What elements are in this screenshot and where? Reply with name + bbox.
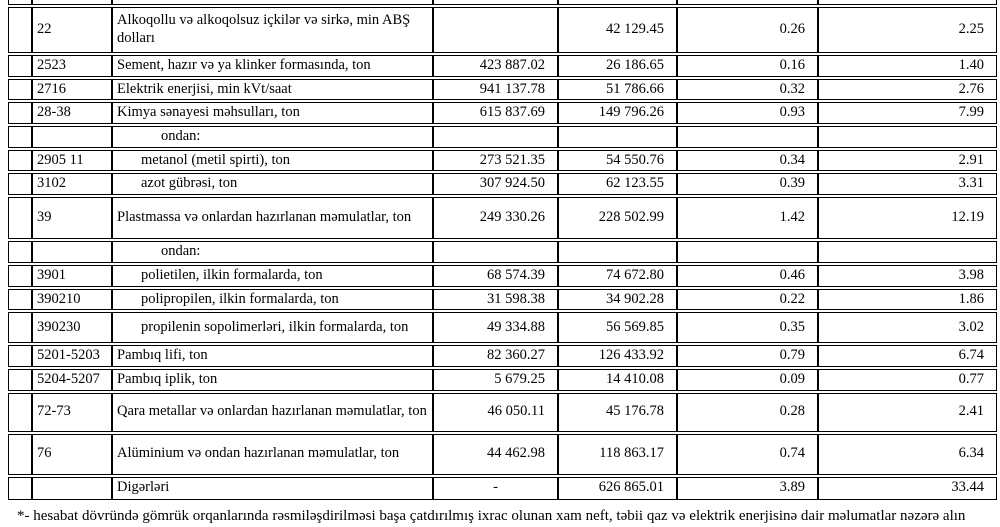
cell-value-3: 0.09	[677, 369, 818, 391]
cell-code: 3901	[32, 265, 112, 287]
cell-value-2: 74 672.80	[558, 265, 677, 287]
cell-name	[112, 0, 433, 5]
cell-value-1: 44 462.98	[433, 434, 558, 475]
cell-value-3	[677, 241, 818, 263]
cell-value-4: 7.99	[818, 102, 997, 124]
cell-code	[32, 0, 112, 5]
cell-value-2: 626 865.01	[558, 477, 677, 500]
table-row	[8, 197, 997, 239]
cell-code: 72-73	[32, 393, 112, 432]
cell-value-3: 0.79	[677, 345, 818, 367]
cell-value-3: 0.93	[677, 102, 818, 124]
cell-value-1	[433, 0, 558, 5]
cell-name: Qara metallar və onlardan hazırlanan məmulatlar, ton	[112, 393, 433, 432]
cell-value-4: 2.91	[818, 150, 997, 172]
table-row	[8, 369, 997, 391]
cell-code: 5204-5207	[32, 369, 112, 391]
cell-value-1: 307 924.50	[433, 173, 558, 195]
cell-spacer	[8, 79, 32, 101]
table-row	[8, 79, 997, 101]
cell-value-4: 6.34	[818, 434, 997, 475]
cell-spacer	[8, 173, 32, 195]
cell-code: 22	[32, 7, 112, 53]
cell-code: 2716	[32, 79, 112, 101]
cell-value-2: 42 129.45	[558, 7, 677, 53]
cell-name: metanol (metil spirti), ton	[112, 150, 433, 172]
cell-value-3: 1.42	[677, 197, 818, 239]
table-row	[8, 434, 997, 475]
cell-value-2: 14 410.08	[558, 369, 677, 391]
cell-value-2: 56 569.85	[558, 312, 677, 343]
cell-value-4: 3.31	[818, 173, 997, 195]
cell-value-3	[677, 126, 818, 148]
cell-name: ondan:	[112, 126, 433, 148]
cell-value-2: 118 863.17	[558, 434, 677, 475]
cell-value-2	[558, 126, 677, 148]
cell-value-4	[818, 126, 997, 148]
cell-value-2: 51 786.66	[558, 79, 677, 101]
cell-value-4: 0.77	[818, 369, 997, 391]
cell-value-1: 423 887.02	[433, 55, 558, 77]
cell-spacer	[8, 345, 32, 367]
cell-value-1: 273 521.35	[433, 150, 558, 172]
cell-value-2: 228 502.99	[558, 197, 677, 239]
cell-value-1	[433, 126, 558, 148]
cell-value-2: 149 796.26	[558, 102, 677, 124]
cell-value-1	[433, 241, 558, 263]
cell-value-1: 249 330.26	[433, 197, 558, 239]
cell-value-1: 31 598.38	[433, 289, 558, 311]
cell-value-2: 54 550.76	[558, 150, 677, 172]
cell-spacer	[8, 241, 32, 263]
cell-value-1: 941 137.78	[433, 79, 558, 101]
cell-value-3: 0.39	[677, 173, 818, 195]
cell-value-3: 0.28	[677, 393, 818, 432]
table-row	[8, 345, 997, 367]
cell-value-4: 3.02	[818, 312, 997, 343]
table-body	[8, 0, 997, 500]
table-row	[8, 312, 997, 343]
cell-spacer	[8, 0, 32, 5]
cell-value-2: 26 186.65	[558, 55, 677, 77]
cell-name: Alkoqollu və alkoqolsuz içkilər və sirkə, min ABŞ dolları	[112, 7, 433, 53]
cell-name: Alüminium və ondan hazırlanan məmulatlar, ton	[112, 434, 433, 475]
cell-name: Digərləri	[112, 477, 433, 500]
table-row	[8, 477, 997, 500]
cell-value-3: 0.26	[677, 7, 818, 53]
cell-name: ondan:	[112, 241, 433, 263]
cell-name: Pambıq iplik, ton	[112, 369, 433, 391]
table-row	[8, 393, 997, 432]
cell-value-3: 0.16	[677, 55, 818, 77]
table-row	[8, 150, 997, 172]
cell-value-2	[558, 0, 677, 5]
cell-spacer	[8, 393, 32, 432]
cell-name: Plastmassa və onlardan hazırlanan məmulatlar, ton	[112, 197, 433, 239]
cell-spacer	[8, 477, 32, 500]
table-row	[8, 55, 997, 77]
cell-name: polipropilen, ilkin formalarda, ton	[112, 289, 433, 311]
footnote: *- hesabat dövründə gömrük orqanlarında rəsmiləşdirilməsi başa çatdırılmış ixrac olunan xam neft, təbii qaz və elektrik enerjisinə dair məlumatlar nəzərə alın	[17, 507, 966, 524]
cell-spacer	[8, 312, 32, 343]
cell-value-2: 45 176.78	[558, 393, 677, 432]
cell-value-1: -	[433, 477, 558, 500]
cell-value-4: 6.74	[818, 345, 997, 367]
cell-name: Elektrik enerjisi, min kVt/saat	[112, 79, 433, 101]
cell-spacer	[8, 126, 32, 148]
cell-value-3: 0.34	[677, 150, 818, 172]
table-row	[8, 241, 997, 263]
cell-value-4: 1.86	[818, 289, 997, 311]
cell-name: Sement, hazır və ya klinker formasında, ton	[112, 55, 433, 77]
cell-value-1: 5 679.25	[433, 369, 558, 391]
cell-value-4: 2.25	[818, 7, 997, 53]
cell-code	[32, 477, 112, 500]
cell-spacer	[8, 369, 32, 391]
cell-value-4: 33.44	[818, 477, 997, 500]
cell-name: Pambıq lifi, ton	[112, 345, 433, 367]
cell-code: 2905 11	[32, 150, 112, 172]
table-row	[8, 173, 997, 195]
cell-value-2: 126 433.92	[558, 345, 677, 367]
cell-value-4	[818, 0, 997, 5]
clipped-top-row	[8, 0, 997, 5]
cell-value-2: 34 902.28	[558, 289, 677, 311]
cell-value-4: 2.76	[818, 79, 997, 101]
cell-value-1	[433, 7, 558, 53]
cell-value-4: 12.19	[818, 197, 997, 239]
cell-value-3: 0.22	[677, 289, 818, 311]
cell-spacer	[8, 265, 32, 287]
cell-spacer	[8, 7, 32, 53]
cell-code: 5201-5203	[32, 345, 112, 367]
cell-code: 28-38	[32, 102, 112, 124]
table-row	[8, 126, 997, 148]
cell-spacer	[8, 102, 32, 124]
cell-spacer	[8, 197, 32, 239]
cell-value-3	[677, 0, 818, 5]
cell-spacer	[8, 434, 32, 475]
cell-value-1: 49 334.88	[433, 312, 558, 343]
cell-value-2: 62 123.55	[558, 173, 677, 195]
cell-value-1: 82 360.27	[433, 345, 558, 367]
cell-value-3: 0.46	[677, 265, 818, 287]
cell-name: polietilen, ilkin formalarda, ton	[112, 265, 433, 287]
cell-code	[32, 241, 112, 263]
cell-value-2	[558, 241, 677, 263]
cell-spacer	[8, 289, 32, 311]
cell-spacer	[8, 55, 32, 77]
cell-value-1: 615 837.69	[433, 102, 558, 124]
cell-code: 76	[32, 434, 112, 475]
cell-value-3: 0.32	[677, 79, 818, 101]
table-row	[8, 102, 997, 124]
cell-code: 390210	[32, 289, 112, 311]
cell-code: 3102	[32, 173, 112, 195]
table-row	[8, 265, 997, 287]
cell-code: 2523	[32, 55, 112, 77]
cell-code	[32, 126, 112, 148]
table-row	[8, 7, 997, 53]
cell-value-4: 3.98	[818, 265, 997, 287]
cell-value-4: 1.40	[818, 55, 997, 77]
commodity-table	[8, 0, 997, 502]
cell-value-3: 3.89	[677, 477, 818, 500]
table-row	[8, 289, 997, 311]
cell-name: Kimya sənayesi məhsulları, ton	[112, 102, 433, 124]
cell-value-4: 2.41	[818, 393, 997, 432]
cell-value-4	[818, 241, 997, 263]
cell-name: propilenin sopolimerləri, ilkin formalarda, ton	[112, 312, 433, 343]
cell-value-1: 68 574.39	[433, 265, 558, 287]
cell-value-3: 0.74	[677, 434, 818, 475]
cell-value-3: 0.35	[677, 312, 818, 343]
cell-value-1: 46 050.11	[433, 393, 558, 432]
cell-code: 39	[32, 197, 112, 239]
cell-name: azot gübrəsi, ton	[112, 173, 433, 195]
cell-code: 390230	[32, 312, 112, 343]
cell-spacer	[8, 150, 32, 172]
